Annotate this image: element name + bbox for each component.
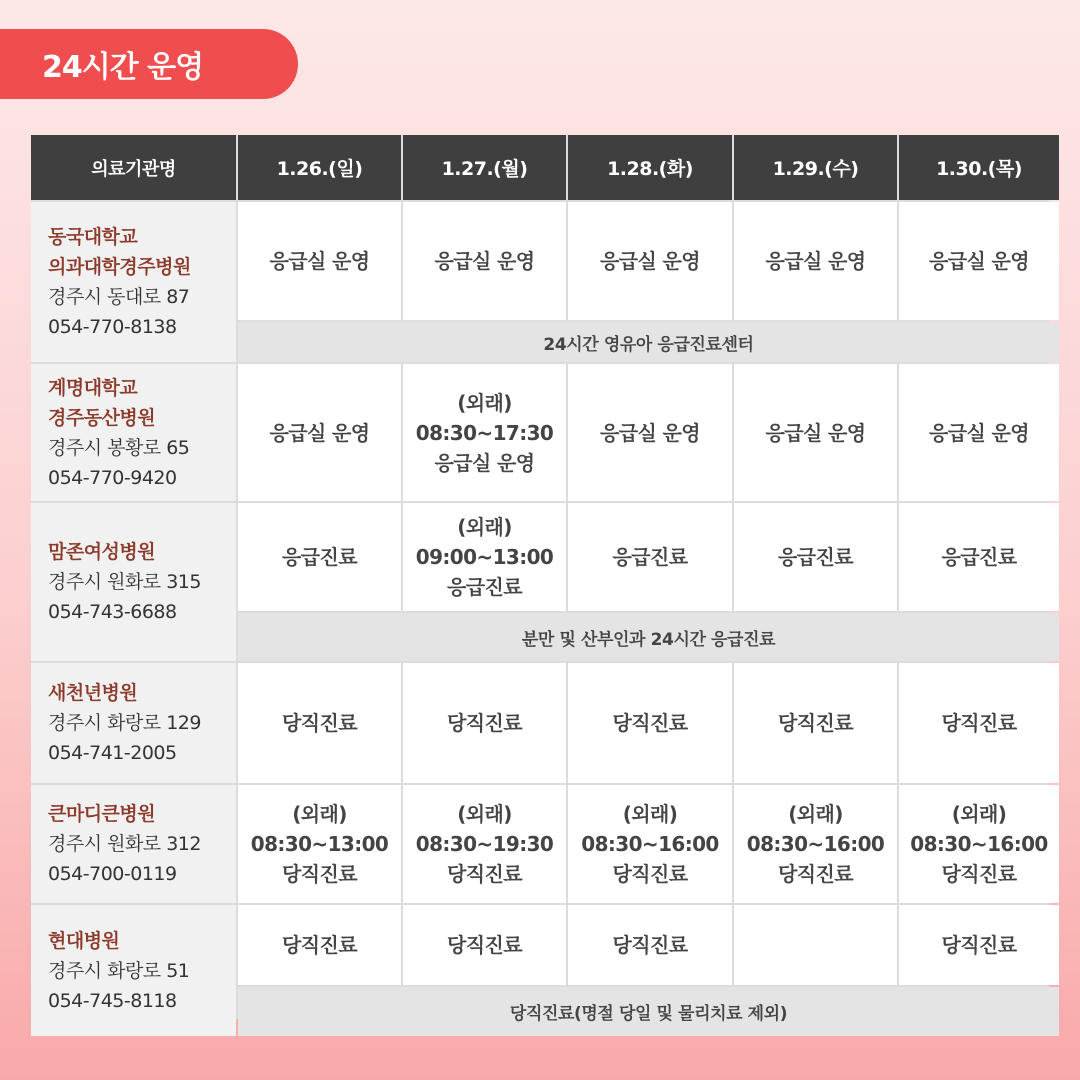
schedule-cell: 응급실 운영 <box>238 202 401 320</box>
schedule-cell: 응급진료 <box>734 503 897 611</box>
header-date: 1.26.(일) <box>238 135 401 200</box>
header-date: 1.29.(수) <box>734 135 897 200</box>
hospital-info <box>31 785 236 903</box>
hospital-name: 동국대학교 <box>48 226 138 248</box>
hospital-name: 큰마디큰병원 <box>48 803 156 825</box>
schedule-cell: 응급실 운영 <box>734 202 897 320</box>
hospital-name: 맘존여성병원 <box>48 541 156 563</box>
hospital-address: 경주시 동대로 87 <box>48 286 190 308</box>
schedule-cell: (외래) 08:30~13:00 당직진료 <box>238 785 401 903</box>
hospital-note: 분만 및 산부인과 24시간 응급진료 <box>238 613 1059 661</box>
schedule-cell: 당직진료 <box>238 663 401 783</box>
hospital-phone: 054-743-6688 <box>48 601 177 623</box>
schedule-cell: 당직진료 <box>568 663 732 783</box>
hospital-name: 의과대학경주병원 <box>48 256 191 278</box>
hospital-phone: 054-741-2005 <box>48 742 177 764</box>
header-date: 1.28.(화) <box>568 135 732 200</box>
schedule-cell: 당직진료 <box>899 905 1059 985</box>
hospital-address: 경주시 봉황로 65 <box>48 436 190 459</box>
schedule-cell: 응급실 운영 <box>403 202 566 320</box>
hospital-info <box>31 663 236 783</box>
hospital-phone: 054-770-9420 <box>48 466 177 489</box>
hospital-info <box>31 364 236 501</box>
schedule-cell: (외래) 08:30~17:30 응급실 운영 <box>403 364 566 501</box>
schedule-cell: 응급실 운영 <box>734 364 897 501</box>
schedule-cell <box>734 905 897 985</box>
hospital-note: 당직진료(명절 당일 및 물리치료 제외) <box>238 987 1059 1036</box>
schedule-cell: 응급실 운영 <box>899 202 1059 320</box>
hospital-name: 경주동산병원 <box>48 406 156 429</box>
schedule-cell: 당직진료 <box>899 663 1059 783</box>
header-hospital: 의료기관명 <box>31 135 236 200</box>
schedule-cell: (외래) 08:30~16:00 당직진료 <box>899 785 1059 903</box>
schedule-cell: 당직진료 <box>238 905 401 985</box>
schedule-cell: 응급진료 <box>238 503 401 611</box>
schedule-cell: (외래) 09:00~13:00 응급진료 <box>403 503 566 611</box>
schedule-cell: 응급실 운영 <box>899 364 1059 501</box>
hospital-address: 경주시 원화로 312 <box>48 833 201 855</box>
hospital-name: 현대병원 <box>48 929 120 952</box>
schedule-cell: 당직진료 <box>734 663 897 783</box>
schedule-cell: 응급실 운영 <box>568 202 732 320</box>
header-date: 1.30.(목) <box>899 135 1059 200</box>
hospital-phone: 054-745-8118 <box>48 989 177 1012</box>
schedule-table <box>31 135 1049 1024</box>
page-title: 24시간 운영 <box>42 50 204 85</box>
hospital-phone: 054-700-0119 <box>48 863 177 885</box>
hospital-info <box>31 503 236 661</box>
hospital-address: 경주시 화랑로 51 <box>48 959 190 982</box>
hospital-address: 경주시 원화로 315 <box>48 571 201 593</box>
schedule-cell: 당직진료 <box>403 663 566 783</box>
hospital-info <box>31 202 236 362</box>
schedule-cell: 당직진료 <box>568 905 732 985</box>
hospital-name: 계명대학교 <box>48 376 138 399</box>
schedule-cell: (외래) 08:30~16:00 당직진료 <box>568 785 732 903</box>
schedule-cell: 응급진료 <box>568 503 732 611</box>
schedule-cell: (외래) 08:30~19:30 당직진료 <box>403 785 566 903</box>
hospital-info <box>31 905 236 1036</box>
schedule-cell: 응급실 운영 <box>568 364 732 501</box>
schedule-cell: 응급실 운영 <box>238 364 401 501</box>
schedule-cell: 응급진료 <box>899 503 1059 611</box>
schedule-cell: 당직진료 <box>403 905 566 985</box>
title-badge <box>0 29 298 99</box>
hospital-address: 경주시 화랑로 129 <box>48 712 201 734</box>
hospital-phone: 054-770-8138 <box>48 316 177 338</box>
header-date: 1.27.(월) <box>403 135 566 200</box>
hospital-name: 새천년병원 <box>48 682 138 704</box>
hospital-note: 24시간 영유아 응급진료센터 <box>238 322 1059 362</box>
schedule-cell: (외래) 08:30~16:00 당직진료 <box>734 785 897 903</box>
